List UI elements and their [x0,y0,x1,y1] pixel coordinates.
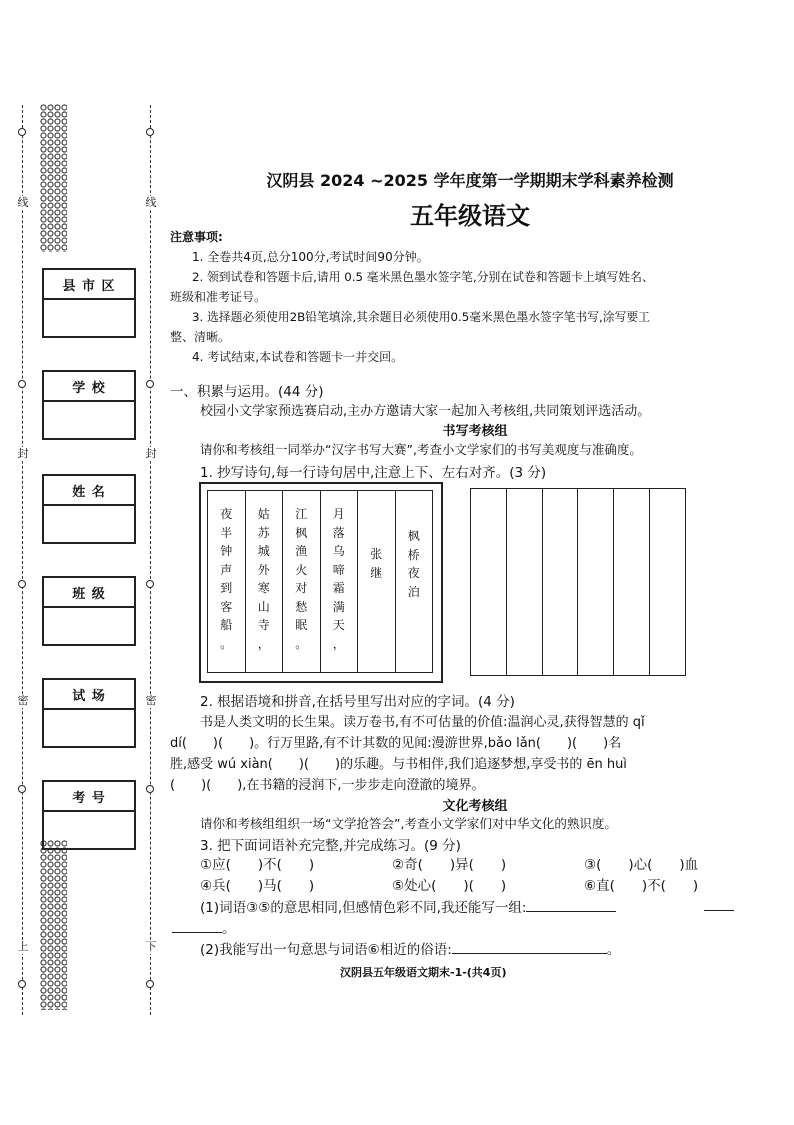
cut-label: 上 [17,940,29,953]
exam-title: 汉阴县 2024 ~2025 学年度第一学期期末学科素养检测 [266,171,674,190]
notice-item: 2. 领到试卷和答题卡后,请用 0.5 毫米黑色墨水签字笔,分别在试卷和答题卡上填写姓名、 [192,270,654,284]
ring-icon [18,580,26,588]
field-label: 姓 名 [44,476,134,506]
poem-box [199,482,443,683]
answer-column[interactable] [650,489,685,675]
poem-char: 船 [220,618,233,632]
poem-char: 钟 [220,544,233,558]
cut-label: 密 [145,694,157,707]
question-2-line: 胜,感受 wú xiàn( )( )的乐趣。与书相伴,我们追逐梦想,享受书的 ēn huì [170,757,627,772]
poem-char: 愁 [295,599,308,614]
notice-item: 3. 选择题必须使用2B铅笔填涂,其余题目必须使用0.5毫米黑色墨水签字笔书写,涂写要工 [192,310,650,324]
ring-icon [146,128,154,136]
answer-column[interactable] [578,489,614,675]
question-2-line: dí( )( )。行万里路,有不计其数的见闻:漫游世界,bǎo lǎn( )( )名 [170,736,622,751]
poem-char: 姑 [257,507,270,521]
dot-pattern-top [40,104,67,252]
answer-column[interactable] [471,489,507,675]
poem-char: 枫 [407,529,420,543]
poem-column [396,491,433,672]
notice-item: 班级和准考证号。 [170,290,267,304]
group-description: 请你和考核组一同举办“汉字书写大赛”,考查小文学家们的书写美观度与准确度。 [200,442,642,457]
poem-char: 眠 [295,618,308,632]
group-description: 请你和考核组组织一场“文学抢答会”,考查小文学家们对中华文化的熟识度。 [200,816,617,831]
answer-blank[interactable] [526,911,616,912]
poem-char: 山 [257,599,270,614]
cut-label: 线 [17,196,29,209]
poem-char: 落 [332,525,345,540]
idiom-item[interactable]: ⑤处心( )( ) [392,878,507,894]
poem-char: 江 [295,507,308,521]
poem-char: 夜 [407,566,420,580]
question-3: 3. 把下面词语补充完整,并完成练习。(9 分) [200,838,461,854]
question-3-1 [200,896,616,916]
period: 。 [222,921,236,937]
poem-char: 寒 [257,581,270,595]
class-field[interactable] [42,576,136,646]
poem-column [246,491,284,672]
poem-char: ， [332,636,345,651]
copy-answer-grid[interactable] [470,488,686,676]
answer-column[interactable] [614,489,650,675]
poem-columns [207,490,433,673]
ring-icon [146,785,154,793]
question-3-1-continuation [172,917,236,937]
poem-column [283,491,321,672]
cut-line-left [22,105,23,1015]
poem-char: 啼 [332,562,345,577]
exam-room-field[interactable] [42,678,136,748]
poem-char: 到 [220,581,233,595]
poem-char: 泊 [407,584,420,599]
answer-column[interactable] [507,489,543,675]
exam-subtitle: 五年级语文 [410,202,530,230]
ring-icon [146,380,154,388]
poem-char: 天 [332,618,345,632]
field-label: 县 市 区 [44,270,134,300]
poem-char: 夜 [220,507,233,521]
idiom-item[interactable]: ⑥直( )不( ) [584,878,699,894]
idiom-item[interactable]: ①应( )不( ) [200,857,315,873]
question-3-1-text: (1)词语③⑤的意思相同,但感情色彩不同,我还能写一组: [200,900,527,916]
section-heading: 一、积累与运用。(44 分) [170,384,324,400]
idiom-item[interactable]: ④兵( )马( ) [200,878,315,894]
question-2-line: 书是人类文明的长生果。读万卷书,有不可估量的价值:温润心灵,获得智慧的 qǐ [200,715,645,730]
answer-column[interactable] [543,489,579,675]
exam-number-field[interactable] [42,780,136,850]
poem-char: 张 [370,547,383,561]
poem-char: ， [257,636,270,651]
page-footer: 汉阴县五年级语文期末-1-(共4页) [340,966,507,979]
poem-char: 继 [370,565,383,580]
ring-icon [18,380,26,388]
school-field[interactable] [42,370,136,440]
poem-char: 渔 [295,544,308,558]
cut-label: 线 [145,196,157,209]
poem-char: 。 [295,636,308,651]
ring-icon [18,980,26,988]
poem-char: 寺 [257,618,270,632]
cut-label: 封 [145,447,157,460]
poem-char: 外 [257,562,270,577]
answer-blank[interactable] [704,910,734,911]
poem-char: 半 [220,525,233,540]
notice-heading: 注意事项: [170,230,223,244]
cut-label: 密 [17,694,29,707]
answer-blank[interactable] [172,932,222,933]
idiom-item[interactable]: ②奇( )异( ) [392,857,507,873]
poem-char: 苏 [257,525,270,540]
period: 。 [606,942,621,958]
notice-item: 4. 考试结束,本试卷和答题卡一并交回。 [192,350,404,364]
poem-char: 城 [257,544,270,558]
question-1: 1. 抄写诗句,每一行诗句居中,注意上下、左右对齐。(3 分) [200,465,547,481]
poem-column [358,491,396,672]
ring-icon [146,580,154,588]
question-3-2 [200,938,620,958]
poem-char: 乌 [332,544,345,558]
notice-item: 整、清晰。 [170,330,231,344]
name-field[interactable] [42,474,136,544]
question-2: 2. 根据语境和拼音,在括号里写出对应的字词。(4 分) [200,694,515,710]
notice-item: 1. 全卷共4页,总分100分,考试时间90分钟。 [192,250,429,264]
poem-char: 月 [332,507,345,521]
poem-char: 桥 [407,547,420,562]
ring-icon [18,785,26,793]
field-label: 试 场 [44,680,134,710]
poem-char: 对 [295,581,308,595]
ring-icon [146,980,154,988]
poem-char: 火 [295,562,308,577]
poem-char: 客 [220,599,233,614]
field-label: 考 号 [44,782,134,812]
section-intro: 校园小文学家预选赛启动,主办方邀请大家一起加入考核组,共同策划评选活动。 [200,404,651,419]
idiom-item[interactable]: ③( )心( )血 [584,857,699,873]
dot-pattern-bottom [40,840,67,1010]
poem-char: 霜 [332,581,345,595]
poem-char: 。 [220,636,233,651]
cut-label: 封 [17,447,29,460]
question-2-line: ( )( ),在书籍的浸润下,一步步走向澄澈的境界。 [170,778,485,793]
group-title: 书写考核组 [442,424,508,439]
poem-char: 枫 [295,525,308,540]
cut-line-right [150,105,151,1015]
group-title: 文化考核组 [442,799,508,814]
field-label: 学 校 [44,372,134,402]
answer-blank[interactable] [452,953,607,954]
poem-char: 声 [220,562,233,577]
county-field[interactable] [42,268,136,338]
question-3-2-text: (2)我能写出一句意思与词语⑥相近的俗语: [200,942,452,958]
poem-char: 满 [332,599,345,614]
ring-icon [18,128,26,136]
field-label: 班 级 [44,578,134,608]
poem-column [208,491,246,672]
cut-label: 下 [145,940,157,953]
poem-column [321,491,359,672]
